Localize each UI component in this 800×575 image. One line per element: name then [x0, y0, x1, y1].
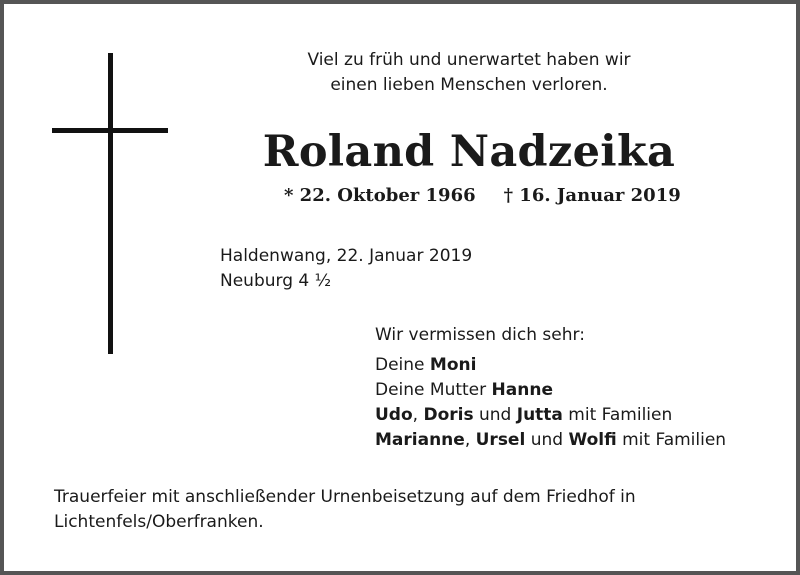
mourners-list	[375, 323, 726, 453]
mourner-separator: ,	[464, 430, 476, 450]
mourner-separator: und	[525, 430, 569, 450]
mourner-name: Doris	[423, 405, 474, 425]
cross-horizontal-bar	[52, 128, 168, 133]
mourner-separator: und	[473, 405, 517, 425]
birth-date: * 22. Oktober 1966	[284, 185, 476, 206]
mourner-line-4	[375, 428, 726, 453]
mourner-prefix: Deine Mutter	[375, 380, 492, 400]
mourner-line-1	[375, 353, 726, 378]
intro-text	[264, 48, 674, 98]
mourner-name: Moni	[429, 355, 477, 375]
ceremony-line-1: Trauerfeier mit anschließender Urnenbeisetzung auf dem Friedhof in	[54, 487, 636, 507]
deceased-name: Roland Nadzeika	[262, 127, 676, 177]
life-dates	[284, 183, 681, 209]
mourner-name: Marianne	[375, 430, 465, 450]
intro-line-1: Viel zu früh und unerwartet haben wir	[307, 50, 631, 70]
mourner-name: Udo	[375, 405, 413, 425]
mourner-name: Hanne	[491, 380, 553, 400]
mourner-name: Jutta	[516, 405, 563, 425]
place-and-date	[220, 244, 472, 294]
mourner-name: Ursel	[475, 430, 526, 450]
place-line-2: Neuburg 4 ½	[220, 271, 332, 291]
ceremony-line-2: Lichtenfels/Oberfranken.	[54, 512, 264, 532]
mourner-separator: ,	[412, 405, 424, 425]
place-line-1: Haldenwang, 22. Januar 2019	[220, 246, 473, 266]
mourner-line-3	[375, 403, 726, 428]
cross-vertical-bar	[108, 53, 113, 354]
mourner-name: Wolfi	[568, 430, 617, 450]
ceremony-notice	[54, 485, 754, 535]
intro-line-2: einen lieben Menschen verloren.	[330, 75, 608, 95]
mourner-line-2	[375, 378, 726, 403]
mourners-heading: Wir vermissen dich sehr:	[375, 325, 585, 345]
mourner-suffix: mit Familien	[562, 405, 673, 425]
mourner-prefix: Deine	[375, 355, 430, 375]
death-date: † 16. Januar 2019	[503, 185, 681, 206]
mourner-suffix: mit Familien	[616, 430, 727, 450]
